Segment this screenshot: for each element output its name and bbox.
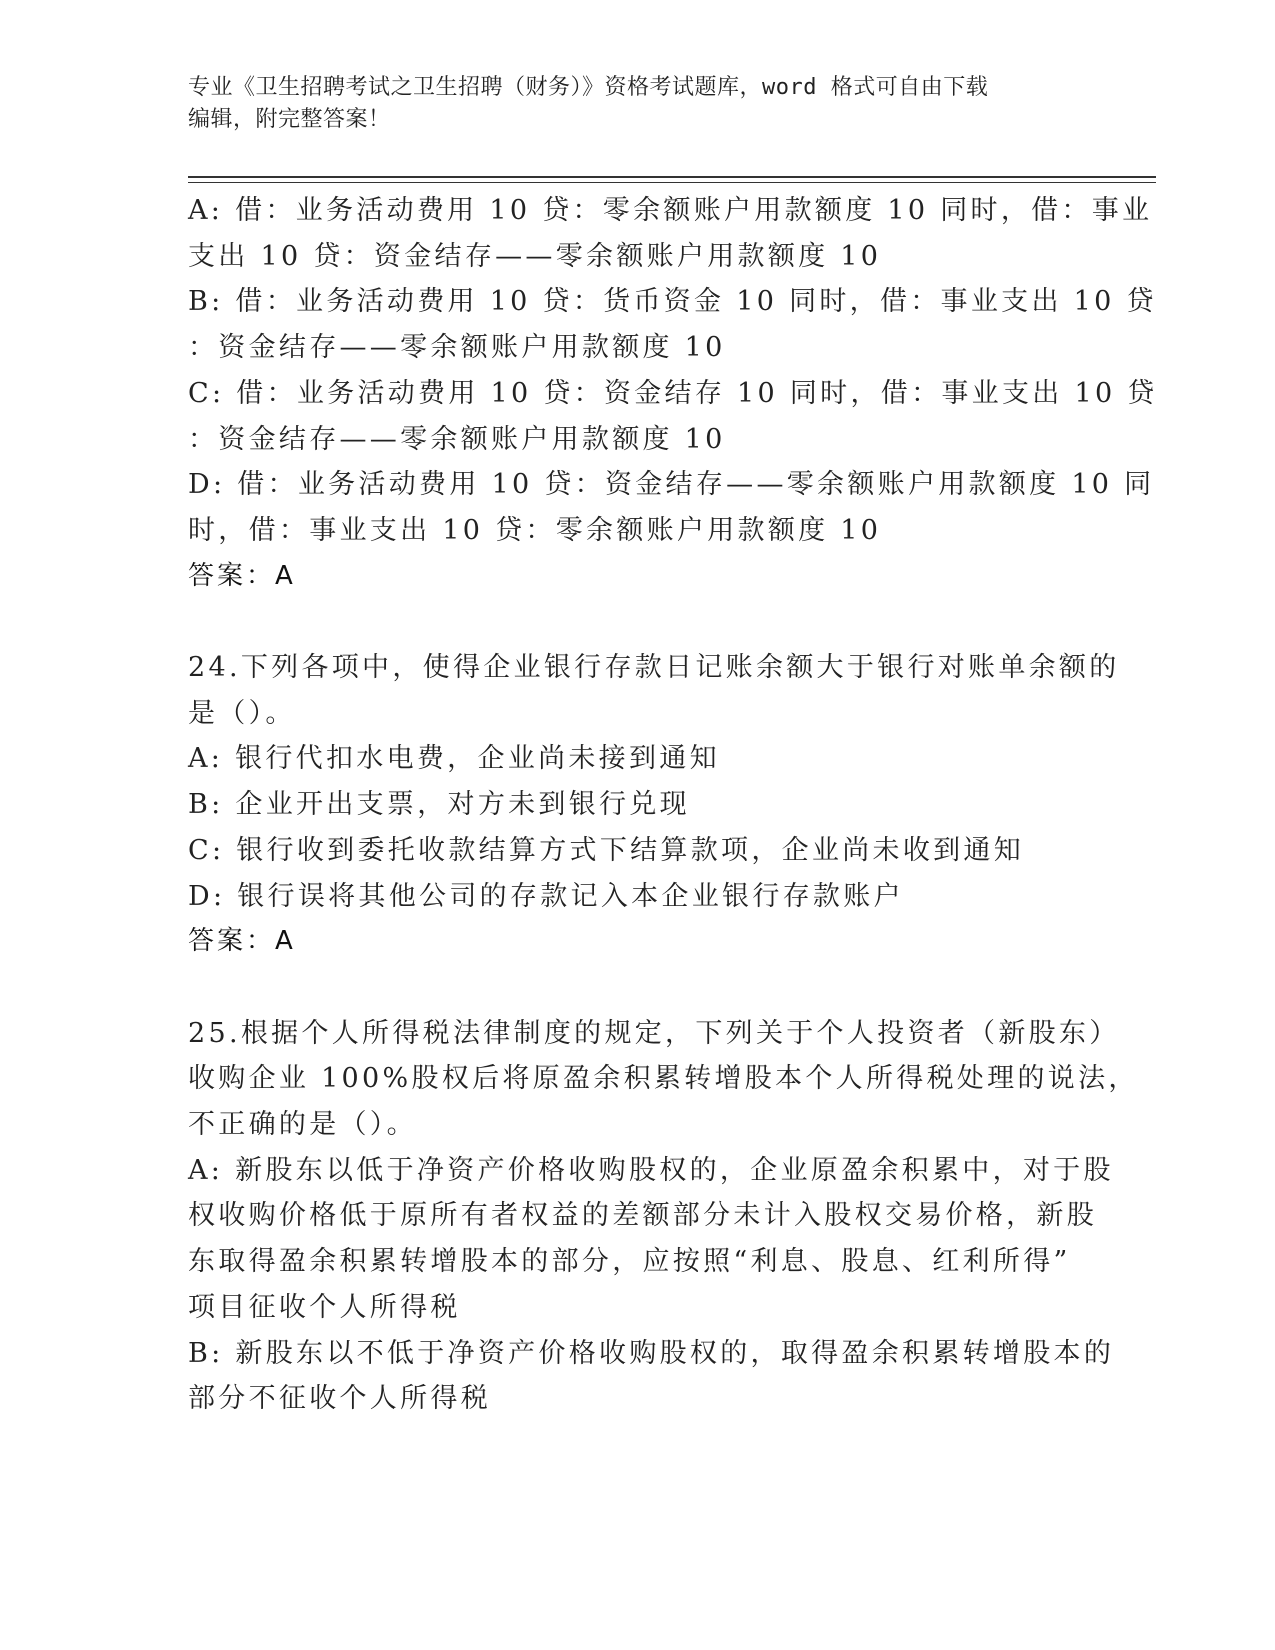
option-line: B: 企业开出支票，对方未到银行兑现 bbox=[188, 789, 690, 821]
option-line: 时，借：事业支出 10 贷：零余额账户用款额度 10 bbox=[188, 514, 882, 546]
question-stem-line: 收购企业 100%股权后将原盈余积累转增股本个人所得税处理的说法， bbox=[188, 1063, 1139, 1095]
question-stem-line: 不正确的是（）。 bbox=[188, 1109, 417, 1141]
document-header bbox=[188, 72, 1068, 136]
spacer bbox=[188, 965, 1088, 1011]
option-line: B: 新股东以不低于净资产价格收购股权的，取得盈余积累转增股本的 bbox=[188, 1337, 1115, 1369]
option-line: C: 借：业务活动费用 10 贷：资金结存 10 同时，借：事业支出 10 贷 bbox=[188, 377, 1158, 409]
question-stem-line: 24.下列各项中，使得企业银行存款日记账余额大于银行对账单余额的 bbox=[188, 652, 1120, 684]
option-line: D: 银行误将其他公司的存款记入本企业银行存款账户 bbox=[188, 880, 904, 912]
option-line: 项目征收个人所得税 bbox=[188, 1291, 461, 1323]
header-line-1: 专业《卫生招聘考试之卫生招聘（财务）》资格考试题库，word 格式可自由下载 bbox=[188, 75, 989, 100]
option-line: 权收购价格低于原所有者权益的差额部分未计入股权交易价格，新股 bbox=[188, 1200, 1097, 1232]
question-24 bbox=[188, 645, 1120, 965]
option-line: B: 借：业务活动费用 10 贷：货币资金 10 同时，借：事业支出 10 贷 bbox=[188, 286, 1157, 318]
option-line: ：资金结存——零余额账户用款额度 10 bbox=[188, 332, 726, 364]
option-line: A: 借：业务活动费用 10 贷：零余额账户用款额度 10 同时，借：事业 bbox=[188, 195, 1153, 226]
spacer bbox=[188, 599, 1088, 645]
header-divider-thin bbox=[188, 182, 1156, 183]
question-25 bbox=[188, 1011, 1139, 1422]
question-content bbox=[188, 188, 1158, 1422]
question-stem-line: 是（）。 bbox=[188, 697, 296, 729]
header-line-2: 编辑，附完整答案！ bbox=[188, 107, 391, 132]
option-line: ：资金结存——零余额账户用款额度 10 bbox=[188, 423, 726, 455]
option-line: A: 银行代扣水电费，企业尚未接到通知 bbox=[188, 743, 720, 775]
answer-label: 答案：A bbox=[188, 560, 296, 591]
option-line: A: 新股东以低于净资产价格收购股权的，企业原盈余积累中，对于股 bbox=[188, 1154, 1114, 1186]
option-line: 东取得盈余积累转增股本的部分，应按照“利息、股息、红利所得” bbox=[188, 1246, 1071, 1278]
option-line: 部分不征收个人所得税 bbox=[188, 1383, 491, 1415]
header-divider-thick bbox=[188, 176, 1156, 178]
question-stem-line: 25.根据个人所得税法律制度的规定，下列关于个人投资者（新股东） bbox=[188, 1017, 1120, 1049]
previous-question-options bbox=[188, 188, 1158, 599]
option-line: D: 借：业务活动费用 10 贷：资金结存——零余额账户用款额度 10 同 bbox=[188, 469, 1155, 501]
option-line: C: 银行收到委托收款结算方式下结算款项，企业尚未收到通知 bbox=[188, 834, 1025, 866]
answer-label: 答案：A bbox=[188, 926, 296, 957]
option-line: 支出 10 贷：资金结存——零余额账户用款额度 10 bbox=[188, 240, 882, 272]
